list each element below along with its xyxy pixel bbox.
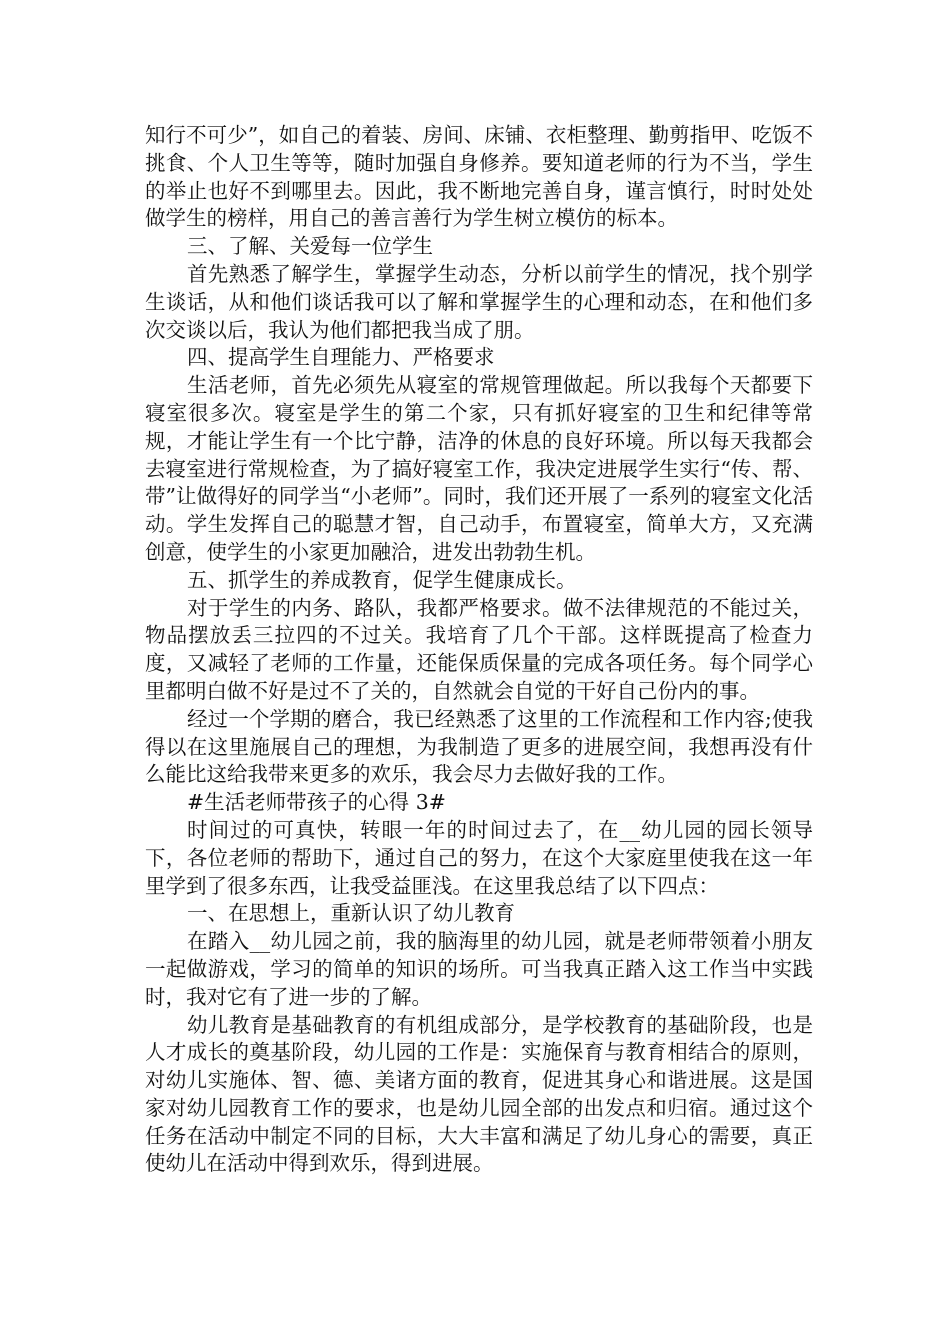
article-heading-3: #生活老师带孩子的心得 3# [187, 790, 446, 815]
document-body [145, 122, 813, 1178]
paragraph-early-education: 幼儿教育是基础教育的有机组成部分，是学校教育的基础阶段，也是人才成长的奠基阶段，幼儿园的工作是：实施保育与教育相结合的原则，对幼儿实施体、智、德、美诸方面的教育，促进其身心和谐进展。这是国家对幼儿园教育工作的要求，也是幼儿园全部的出发点和归宿。通过这个任务在活动中制定不同的目标，大大丰富和满足了幼儿身心的需要，真正使幼儿在活动中得到欢乐，得到进展。 [145, 1012, 813, 1176]
paragraph-understand-students: 首先熟悉了解学生，掌握学生动态，分析以前学生的情况，找个别学生谈话，从和他们谈话我可以了解和掌握学生的心理和动态，在和他们多次交谈以后，我认为他们都把我当成了朋。 [145, 261, 813, 342]
paragraph-before-kindergarten: 在踏入__幼儿园之前，我的脑海里的幼儿园，就是老师带领着小朋友一起做游戏，学习的简单的知识的场所。可当我真正踏入这工作当中实践时，我对它有了进一步的了解。 [145, 929, 813, 1009]
paragraph-year-review: 时间过的可真快，转眼一年的时间过去了，在__幼儿园的园长领导下，各位老师的帮助下，通过自己的努力，在这个大家庭里使我在这一年里学到了很多东西，让我受益匪浅。在这里我总结了以下四点： [145, 817, 813, 898]
paragraph-semester-summary: 经过一个学期的磨合，我已经熟悉了这里的工作流程和工作内容;使我得以在这里施展自己的理想，为我制造了更多的进展空间，我想再没有什么能比这给我带来更多的欢乐，我会尽力去做好我的工作。 [145, 706, 813, 787]
section-heading-habit-education: 五、抓学生的养成教育，促学生健康成长。 [187, 567, 577, 592]
paragraph-dormitory-management: 生活老师，首先必须先从寝室的常规管理做起。所以我每个天都要下寝室很多次。寝室是学生的第二个家，只有抓好寝室的卫生和纪律等常规，才能让学生有一个比宁静，洁净的休息的良好环境。所以每天我都会去寝室进行常规检查，为了搞好寝室工作，我决定进展学生实行“传、帮、带”让做得好的同学当“小老师”。同时，我们还开展了一系列的寝室文化活动。学生发挥自己的聪慧才智，自己动手，布置寝室，简单大方，又充满创意，使学生的小家更加融洽，进发出勃勃生机。 [145, 373, 813, 564]
paragraph-strict-requirements: 对于学生的内务、路队，我都严格要求。做不法律规范的不能过关，物品摆放丢三拉四的不过关。我培育了几个干部。这样既提高了检查力度，又减轻了老师的工作量，还能保质保量的完成各项任务。每个同学心里都明白做不好是过不了关的，自然就会自觉的干好自己份内的事。 [145, 595, 813, 703]
section-heading-understand-care: 三、了解、关爱每一位学生 [187, 234, 433, 259]
paragraph-continuation: 知行不可少”，如自己的着装、房间、床铺、衣柜整理、勤剪指甲、吃饭不挑食、个人卫生等等，随时加强自身修养。要知道老师的行为不当，学生的举止也好不到哪里去。因此，我不断地完善自身，谨言慎行，时时处处做学生的榜样，用自己的善言善行为学生树立模仿的标本。 [145, 123, 813, 231]
section-heading-self-care-ability: 四、提高学生自理能力、严格要求 [187, 345, 495, 370]
section-heading-rethinking-education: 一、在思想上，重新认识了幼儿教育 [187, 901, 515, 926]
